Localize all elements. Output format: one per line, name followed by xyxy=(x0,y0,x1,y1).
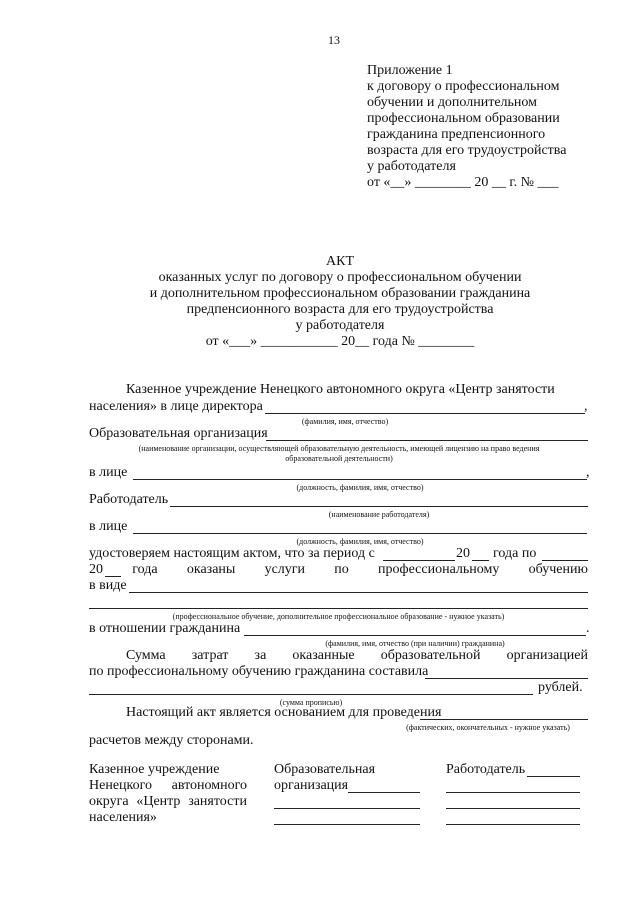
in-person-label: в лице xyxy=(89,519,128,534)
sum-word: оказанные xyxy=(292,648,355,663)
sum-word: затрат xyxy=(191,648,229,663)
sum-line-1 xyxy=(126,648,588,664)
period-start-field[interactable] xyxy=(383,560,455,561)
signature-employer-field-4[interactable] xyxy=(446,824,580,825)
basis-text: Настоящий акт является основанием для проведения xyxy=(126,705,442,720)
hint-citizen: (фамилия, имя, отчество (при наличии) гражданина) xyxy=(325,639,505,648)
sum-word: Сумма xyxy=(126,648,166,663)
year-to-label: года по xyxy=(493,546,537,561)
certify-word: по xyxy=(334,562,349,577)
employer-label: Работодатель xyxy=(89,492,169,507)
act-title-line: у работодателя xyxy=(295,318,385,333)
certify-word: 20 xyxy=(89,562,103,577)
sum-text: по профессиональному обучению гражданина составила xyxy=(89,664,429,679)
appendix-line: Приложение 1 xyxy=(367,63,453,78)
comma: , xyxy=(586,465,590,480)
act-title-line: предпенсионного возраста для его трудоустройства xyxy=(186,302,494,317)
period-start-year-field[interactable] xyxy=(472,560,489,561)
signature-center-label: Ненецкого автономного xyxy=(89,778,247,793)
paragraph-text: Казенное учреждение Ненецкого автономного округа «Центр занятости xyxy=(126,382,555,397)
act-title-line: оказанных услуг по договору о профессиональном обучении xyxy=(158,270,522,285)
hint-edu-org: (наименование организации, осуществляющей образовательную деятельность, имеющей лицензию на право ведения xyxy=(138,444,540,453)
hint-training-type: (профессиональное обучение, дополнительное профессиональное образование - нужное указать) xyxy=(172,612,505,621)
certify-word: профессиональному xyxy=(378,562,500,577)
signature-employer-label: Работодатель xyxy=(446,762,526,777)
sum-amount-field[interactable] xyxy=(425,678,588,679)
sum-word: за xyxy=(254,648,267,663)
employer-representative-field[interactable] xyxy=(133,533,587,534)
appendix-date-line: от «__» ________ 20 __ г. № ___ xyxy=(367,175,559,190)
sum-in-words-field[interactable] xyxy=(89,694,533,695)
appendix-line: возраста для его трудоустройства xyxy=(367,143,567,158)
director-label: населения» в лице директора xyxy=(89,399,263,414)
hint-sum: (сумма прописью) xyxy=(279,698,343,707)
signature-edu-field[interactable] xyxy=(348,792,420,793)
period: . xyxy=(586,621,590,636)
act-date-line: от «___» ___________ 20__ года № ________ xyxy=(205,334,475,349)
employer-name-field[interactable] xyxy=(170,506,588,507)
signature-center-label: округа «Центр занятости xyxy=(89,794,247,809)
period-end-year-field[interactable] xyxy=(105,576,121,577)
hint-position-fio: (должность, фамилия, имя, отчество) xyxy=(296,537,424,546)
appendix-line: обучении и дополнительном xyxy=(367,95,538,110)
signature-employer-field-3[interactable] xyxy=(446,808,580,809)
signature-employer-field-2[interactable] xyxy=(446,792,580,793)
rubles-label: рублей. xyxy=(538,680,583,695)
certify-word: оказаны xyxy=(186,562,236,577)
training-type-field[interactable] xyxy=(129,592,588,593)
hint-basis: (фактических, окончательных - нужное указать) xyxy=(406,723,570,732)
certify-word: обучению xyxy=(528,562,588,577)
sum-word: образовательной xyxy=(380,648,481,663)
year-prefix: 20 xyxy=(456,546,470,561)
appendix-line: гражданина предпенсионного xyxy=(367,127,546,142)
signature-edu-field-2[interactable] xyxy=(274,808,420,809)
hint-position-fio: (должность, фамилия, имя, отчество) xyxy=(296,483,424,492)
hint-fio: (фамилия, имя, отчество) xyxy=(301,417,389,426)
signature-edu-label: Образовательная xyxy=(274,762,376,777)
period-end-field[interactable] xyxy=(542,560,588,561)
edu-org-representative-field[interactable] xyxy=(133,479,587,480)
certify-word: года xyxy=(132,562,158,577)
certify-word: услуги xyxy=(264,562,306,577)
certify-line-2 xyxy=(89,562,588,578)
signature-center-label: населения» xyxy=(89,810,157,825)
sum-word: организацией xyxy=(506,648,588,663)
signature-employer-field[interactable] xyxy=(527,776,580,777)
comma: , xyxy=(584,399,588,414)
appendix-line: к договору о профессиональном xyxy=(367,79,560,94)
page-number: 13 xyxy=(328,33,340,47)
act-heading: АКТ xyxy=(326,254,354,269)
hint-edu-org: образовательной деятельности) xyxy=(285,454,393,463)
signature-edu-label: организация xyxy=(274,778,349,793)
training-type-field-2[interactable] xyxy=(89,608,588,609)
director-name-field[interactable] xyxy=(265,413,585,414)
act-title-line: и дополнительном профессиональном образовании гражданина xyxy=(149,286,531,301)
settlement-type-field[interactable] xyxy=(420,719,588,720)
signature-edu-field-3[interactable] xyxy=(274,824,420,825)
certify-text: удостоверяем настоящим актом, что за период с xyxy=(89,546,375,561)
appendix-line: профессиональном образовании xyxy=(367,111,560,126)
citizen-label: в отношении гражданина xyxy=(89,621,241,636)
in-form-label: в виде xyxy=(89,578,127,593)
settlements-text: расчетов между сторонами. xyxy=(89,733,254,748)
citizen-name-field[interactable] xyxy=(244,635,586,636)
appendix-line: у работодателя xyxy=(367,159,456,174)
hint-employer: (наименование работодателя) xyxy=(328,510,430,519)
edu-org-label: Образовательная организация xyxy=(89,426,268,441)
edu-org-field[interactable] xyxy=(266,440,588,441)
paragraph-center-line xyxy=(126,382,588,398)
in-person-label: в лице xyxy=(89,465,128,480)
signature-center-label: Казенное учреждение xyxy=(89,762,220,777)
